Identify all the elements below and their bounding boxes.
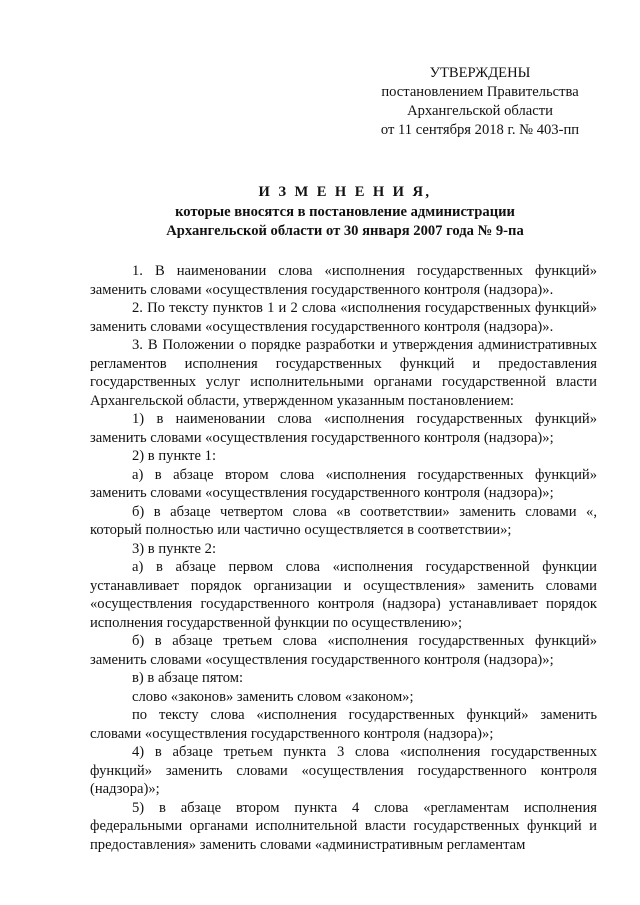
paragraph: в) в абзаце пятом: xyxy=(132,670,244,686)
paragraph: а) в абзаце первом слова «исполнения государственной функции устанавливает порядок организации и осуществления» заменить словами «осуществления государственного контроля (надзора) устанавливает порядок исполнения государственной функции по осуществлению»; xyxy=(90,559,597,631)
paragraph: б) в абзаце четвертом слова «в соответствии» заменить словами «, который полностью или частично осуществляется в соответствии»; xyxy=(90,503,597,538)
paragraph: 4) в абзаце третьем пункта 3 слова «исполнения государственных функций» заменить словами «осуществления государственного контроля (надзора)»; xyxy=(90,744,597,797)
document-heading xyxy=(90,183,600,242)
paragraph: б) в абзаце третьем слова «исполнения государственных функций» заменить словами «осуществления государственного контроля (надзора)»; xyxy=(90,633,597,668)
paragraph: 1) в наименовании слова «исполнения государственных функций» заменить словами «осуществления государственного контроля (надзора)»; xyxy=(90,411,597,446)
approval-line: постановлением Правительства xyxy=(381,84,579,100)
paragraph: 3. В Положении о порядке разработки и утверждения административных регламентов исполнения государственных функций и предоставления государственных услуг исполнительными органами государственной власти Архангельской области, утвержденном указанным постановлением: xyxy=(90,337,597,409)
paragraph: 5) в абзаце втором пункта 4 слова «регламентам исполнения федеральными органами исполнительной власти государственных функций и предоставления» заменить словами «административным регламентам xyxy=(90,799,597,853)
heading-subtitle: Архангельской области от 30 января 2007 года № 9-па xyxy=(166,223,524,239)
paragraph: слово «законов» заменить словом «законом»; xyxy=(132,688,414,705)
approval-title: УТВЕРЖДЕНЫ xyxy=(429,65,531,81)
paragraph: 2) в пункте 1: xyxy=(132,448,217,464)
paragraph: по тексту слова «исполнения государственных функций» заменить словами «осуществления государственного контроля (надзора)»; xyxy=(90,707,597,742)
paragraph: 1. В наименовании слова «исполнения государственных функций» заменить словами «осуществления государственного контроля (надзора)». xyxy=(90,263,597,298)
heading-subtitle: которые вносятся в постановление администрации xyxy=(175,203,515,220)
paragraph: 3) в пункте 2: xyxy=(132,540,217,557)
approval-date-number: от 11 сентября 2018 г. № 403-пп xyxy=(380,122,580,138)
paragraph: 2. По тексту пунктов 1 и 2 слова «исполнения государственных функций» заменить словами «осуществления государственного контроля (надзора)». xyxy=(90,300,597,335)
paragraph: а) в абзаце втором слова «исполнения государственных функций» заменить словами «осуществления государственного контроля (надзора)»; xyxy=(90,466,597,501)
approval-stamp xyxy=(360,64,600,140)
heading-title: И З М Е Н Е Н И Я, xyxy=(258,184,432,200)
approval-line: Архангельской области xyxy=(407,103,553,119)
document-body xyxy=(90,262,597,854)
